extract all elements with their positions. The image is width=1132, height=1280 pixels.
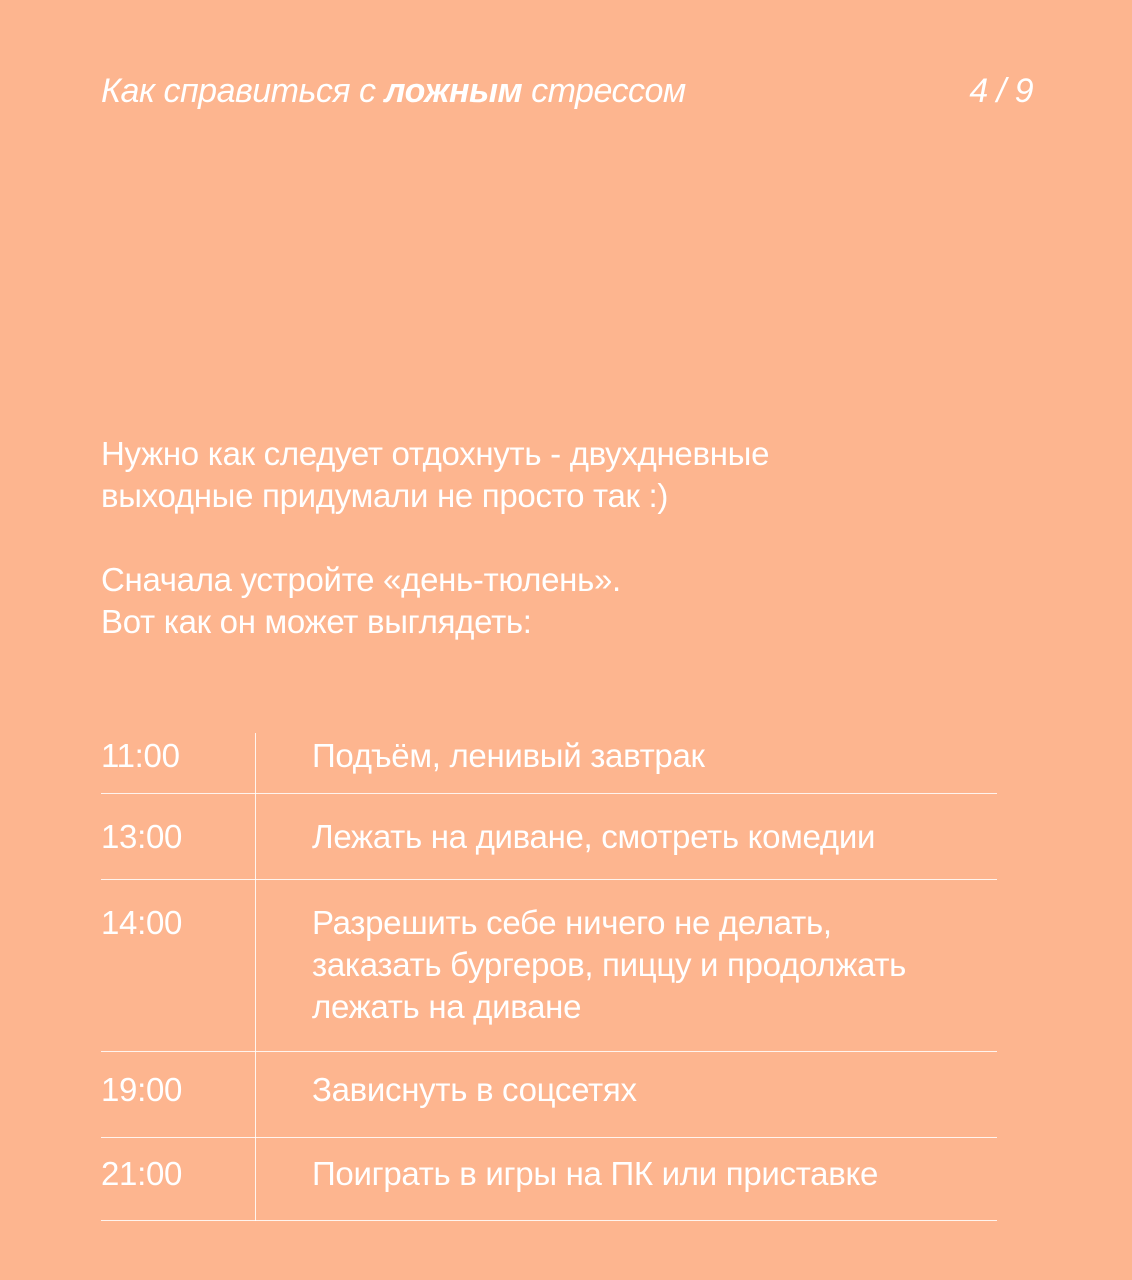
schedule-activity bbox=[312, 735, 997, 777]
schedule-activity bbox=[312, 1153, 997, 1195]
schedule-activity bbox=[312, 816, 997, 858]
intro-text bbox=[101, 433, 1001, 643]
schedule-time: 21:00 bbox=[101, 1155, 183, 1192]
schedule-time: 13:00 bbox=[101, 818, 183, 855]
activity-line: Подъём, ленивый завтрак bbox=[312, 737, 705, 774]
schedule-time: 14:00 bbox=[101, 904, 183, 941]
schedule-table bbox=[101, 733, 997, 1221]
page-indicator: 4 / 9 bbox=[969, 72, 1033, 110]
intro-line: выходные придумали не просто так :) bbox=[101, 477, 669, 514]
activity-line: Поиграть в игры на ПК или приставке bbox=[312, 1155, 879, 1192]
activity-line: Разрешить себе ничего не делать, bbox=[312, 904, 832, 941]
schedule-activity bbox=[312, 1069, 997, 1111]
schedule-row bbox=[101, 880, 997, 1052]
page-title bbox=[101, 72, 686, 111]
intro-paragraph-2 bbox=[101, 559, 1001, 643]
intro-line: Нужно как следует отдохнуть - двухдневные bbox=[101, 435, 770, 472]
title-text-end: стрессом bbox=[522, 72, 686, 110]
schedule-time: 11:00 bbox=[101, 737, 180, 774]
title-text-bold: ложным bbox=[384, 72, 523, 110]
schedule-row bbox=[101, 733, 997, 794]
intro-line: Вот как он может выглядеть: bbox=[101, 603, 532, 640]
schedule-time: 19:00 bbox=[101, 1071, 183, 1108]
schedule-row bbox=[101, 1138, 997, 1221]
activity-line: лежать на диване bbox=[312, 988, 582, 1025]
activity-line: заказать бургеров, пиццу и продолжать bbox=[312, 946, 907, 983]
schedule-row bbox=[101, 1052, 997, 1138]
activity-line: Лежать на диване, смотреть комедии bbox=[312, 818, 876, 855]
schedule-row bbox=[101, 794, 997, 880]
schedule-activity bbox=[312, 902, 997, 1028]
title-text-start: Как справиться с bbox=[101, 72, 385, 110]
activity-line: Зависнуть в соцсетях bbox=[312, 1071, 637, 1108]
header bbox=[101, 72, 1033, 116]
intro-paragraph-1 bbox=[101, 433, 1001, 517]
intro-line: Сначала устройте «день-тюлень». bbox=[101, 561, 621, 598]
